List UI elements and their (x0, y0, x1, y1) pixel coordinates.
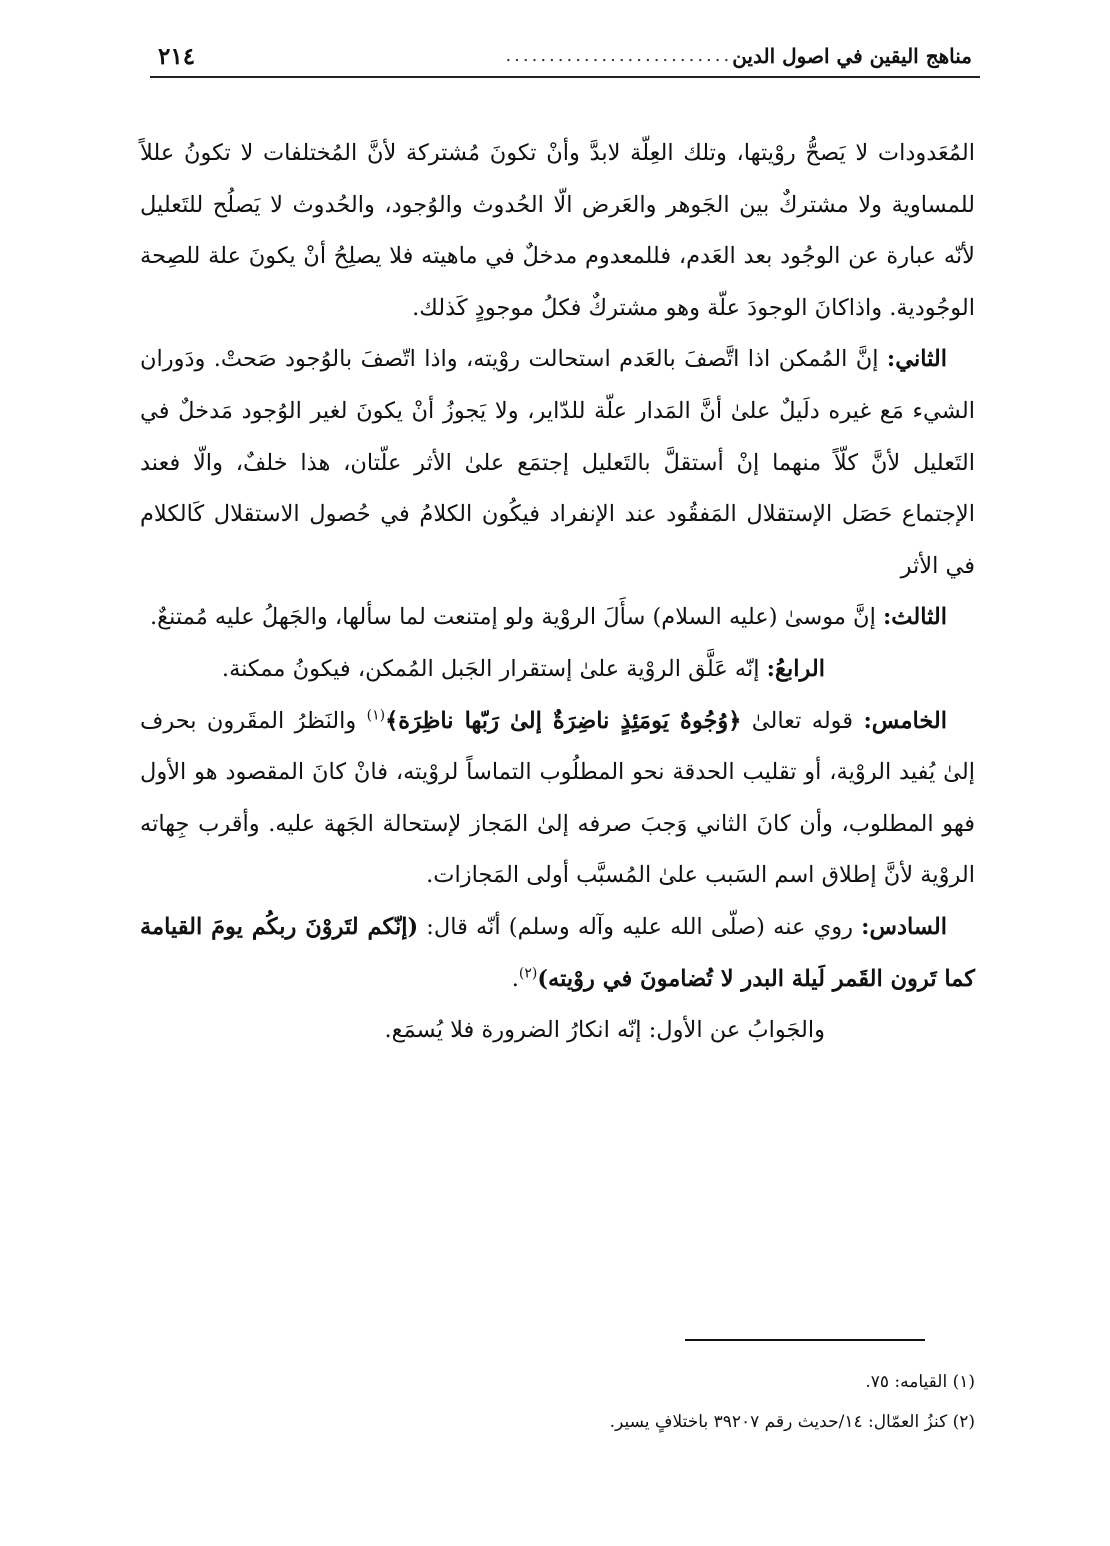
point-two-label: الثاني: (886, 346, 947, 373)
paragraph-3 (140, 592, 975, 644)
hadith-quote: (إنّكم لتَروْنَ ربكُم يومَ القيامة كما تَرون القَمر لَيلة البدر لا تُضامونَ في روْيته) (140, 913, 975, 992)
point-five-intro: قوله تعالىٰ (741, 707, 864, 734)
point-four-text: إنّه عَلَّق الروْية علىٰ إستقرار الجَبل المُمكن، فيكونُ ممكنة. (221, 655, 767, 682)
point-three-text: إنَّ موسىٰ (عليه السلام) سأَلَ الروْية ولو إمتنعت لما سألها، والجَهلُ عليه مُمتنعٌ. (150, 604, 883, 631)
paragraph-6 (140, 902, 975, 1005)
body-text (140, 128, 975, 1057)
point-six-end: . (511, 965, 519, 992)
running-header (150, 36, 980, 78)
paragraph-1: المُعَدودات لا يَصحُّ روْيتها، وتلك العِلّة لابدَّ وأنْ تكونَ مُشتركة لأنَّ المُختلفات لا تكونُ عللاً للمساوية ولا مشتركٌ بين الجَوهر والعَرض الّا الحُدوث والوُجود، والحُدوث لا يَصلُح للتَعليل لأنّه عبارة عن الوجُود بعد العَدم، فللمعدوم مدخلٌ في ماهيته فلا يصلِحُ أنْ يكونَ علة للصِحة الوجُودية. واذاكانَ الوجودَ علّة وهو مشتركٌ فكلُ موجودٍ كَذلك. (140, 140, 975, 321)
paragraph-2 (140, 334, 975, 592)
footnote-2: (٢) كنزُ العمّال: ١٤/حديث رقم ٣٩٢٠٧ باختلافٍ يسير. (609, 1412, 975, 1432)
point-six-label: السادس: (861, 913, 947, 940)
quran-verse: ﴿وُجُوهٌ يَومَئِذٍ ناضِرَةٌ إلىٰ رَبّها ناظِرَة﴾ (385, 707, 742, 734)
footnote-ref-1: (١) (366, 707, 386, 724)
footnote-divider (685, 1339, 925, 1341)
header-title: مناهج اليقين في اصول الدين (732, 44, 972, 68)
paragraph-5 (140, 696, 975, 902)
point-five-label: الخامس: (863, 707, 947, 734)
paragraph-4 (140, 644, 975, 696)
point-six-intro: روي عنه (صلّى الله عليه وآله وسلم) أنّه قال: (418, 913, 862, 940)
footnotes (400, 1362, 975, 1442)
paragraph-7: والجَوابُ عن الأول: إنّه انكارُ الضرورة فلا يُسمَع. (384, 1017, 825, 1044)
header-leader-dots: .......................... (505, 47, 733, 65)
footnote-1: (١) القيامه: ٧٥. (865, 1372, 975, 1392)
point-two-text: إنَّ المُمكن اذا اتَّصفَ بالعَدم استحالت روْيته، واذا اتّصفَ بالوُجود صَحتْ. ودَوران الشيء مَع غيره دلَيلٌ علىٰ أنَّ المَدار علّة للدّاير، ولا يَجوزُ أنْ يكونَ لغير الوُجود مَدخلٌ في التَعليل لأنَّ كلّاً منهما إنْ أستقلَّ بالتَعليل إجتمَع علىٰ الأثر علّتان، هذا خلفٌ، والّا فعند الإجتماع حَصَل الإستقلال المَفقُود عند الإنفراد فيكُون الكلامُ في حُصول الاستقلال كَالكلام في الأثر (140, 346, 975, 579)
point-four-label: الرابعُ: (766, 655, 825, 682)
point-three-label: الثالث: (882, 604, 947, 631)
footnote-ref-2: (٢) (518, 965, 538, 981)
point-five-text: والنَظرُ المقَرون بحرف إلىٰ يُفيد الروْية، أو تقليب الحدقة نحو المطلُوب التماساً لروْيته، فانْ كانَ المقصود هو الأول فهو المطلوب، وأن كانَ الثاني وَجبَ صرفه إلىٰ المَجاز لإستحالة الجَهة عليه. وأقرب جِهاته الروْية لأنَّ إطلاق اسم السَبب علىٰ المُسبَّب أولى المَجازات. (140, 707, 975, 889)
page-number: ٢١٤ (158, 42, 196, 70)
